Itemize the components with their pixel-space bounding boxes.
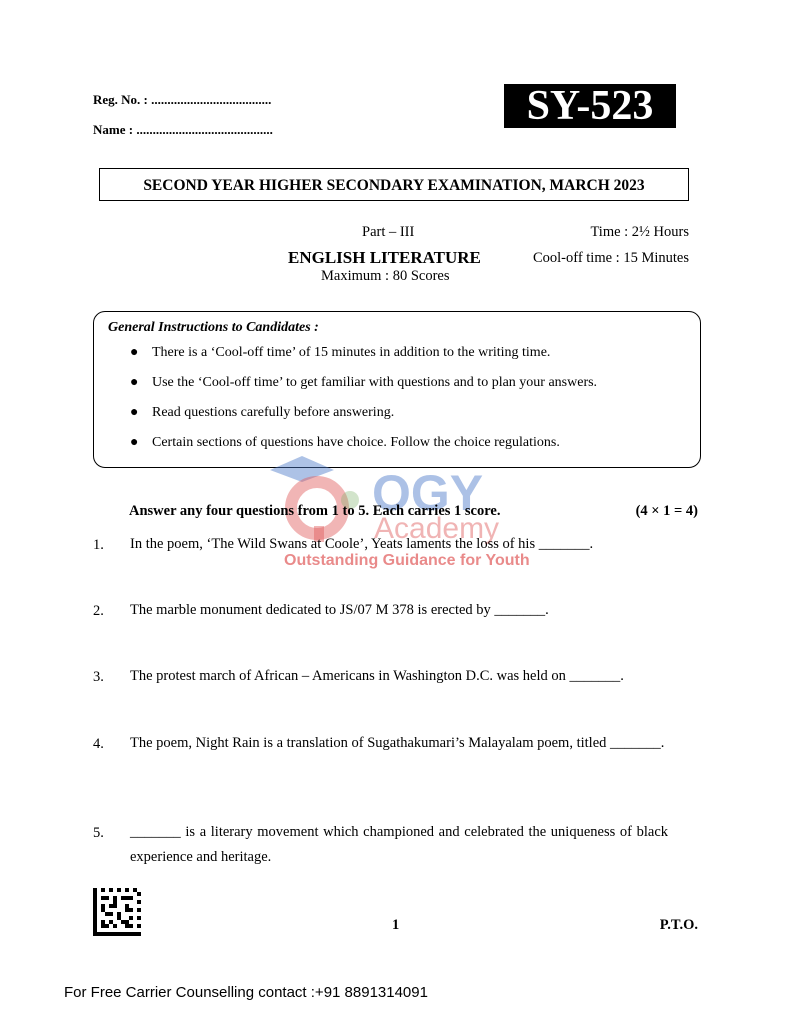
pto-label: P.T.O. [659,917,698,933]
section-marks: (4 × 1 = 4) [635,503,698,519]
instruction-item: ● Use the ‘Cool-off time’ to get familiar with questions and to plan your answers. [130,375,598,390]
instruction-item: ● There is a ‘Cool-off time’ of 15 minutes in addition to the writing time. [130,345,551,360]
question-number: 1. [93,537,104,553]
contact-footer: For Free Carrier Counselling contact :+91 8891314091 [64,984,428,1001]
reg-no-field: Reg. No. : ..................................... [93,92,272,107]
question-text: _______ is a literary movement which championed and celebrated the uniqueness of black experience and heritage. [130,824,668,865]
time-label: Time : 2½ Hours [590,224,689,240]
question-number: 2. [93,603,104,619]
exam-title: SECOND YEAR HIGHER SECONDARY EXAMINATION, MARCH 2023 [99,168,689,201]
cool-off-label: Cool-off time : 15 Minutes [532,250,689,266]
section-heading: Answer any four questions from 1 to 5. Each carries 1 score. [129,503,501,519]
watermark-tagline: Outstanding Guidance for Youth [284,552,530,569]
bullet-icon: ● [130,405,139,420]
page-number: 1 [392,917,400,933]
instructions-title: General Instructions to Candidates : [108,320,319,335]
watermark-academy-text: Academy [374,512,500,545]
question-number: 5. [93,825,104,841]
bullet-icon: ● [130,345,139,360]
name-field: Name : .......................................... [93,122,273,137]
question-number: 4. [93,736,104,752]
subject-title: ENGLISH LITERATURE [288,248,481,267]
instructions-box [93,311,701,468]
question-number: 3. [93,669,104,685]
question-text: The protest march of African – Americans in Washington D.C. was held on _______. [130,668,624,684]
instruction-item: ● Read questions carefully before answering. [130,405,395,420]
question-text: The marble monument dedicated to JS/07 M 378 is erected by _______. [130,602,549,618]
bullet-icon: ● [130,435,139,450]
max-score-label: Maximum : 80 Scores [321,268,450,284]
paper-code-badge: SY-523 [504,84,676,128]
qr-code-icon [93,888,141,936]
part-label: Part – III [362,224,415,240]
watermark-logo-text: OGY [372,465,484,521]
instruction-item: ● Certain sections of questions have choice. Follow the choice regulations. [130,435,560,450]
question-text: In the poem, ‘The Wild Swans at Coole’, Yeats laments the loss of his _______. [130,536,594,552]
question-text: The poem, Night Rain is a translation of Sugathakumari’s Malayalam poem, titled _______. [130,735,665,751]
bullet-icon: ● [130,375,139,390]
